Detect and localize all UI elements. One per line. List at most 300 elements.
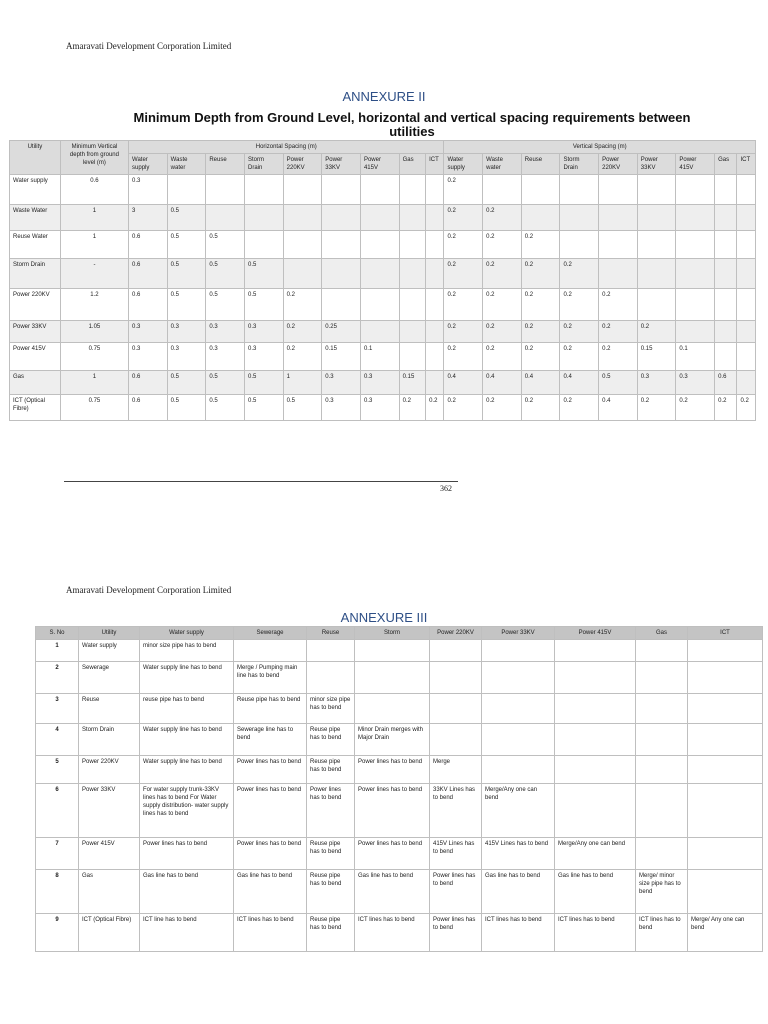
h-spacing-cell	[399, 343, 425, 371]
crossing-cell: Merge	[430, 756, 482, 784]
h-spacing-cell: 0.5	[244, 395, 283, 421]
v-spacing-cell: 0.2	[599, 343, 638, 371]
v-spacing-cell: 0.4	[483, 371, 522, 395]
row-depth: 0.6	[60, 175, 128, 205]
crossing-cell: Water supply line has to bend	[140, 662, 234, 694]
v-spacing-cell: 0.2	[483, 289, 522, 321]
v-spacing-cell: 0.2	[521, 231, 560, 259]
v-spacing-cell: 0.2	[737, 395, 756, 421]
crossing-cell	[307, 662, 355, 694]
h-spacing-cell: 0.5	[167, 395, 206, 421]
col-horizontal-spacing: Horizontal Spacing (m)	[129, 141, 444, 154]
h-spacing-cell: 0.6	[129, 395, 168, 421]
crossing-cell: Storm Drain	[79, 724, 140, 756]
v-spacing-cell: 0.6	[715, 371, 737, 395]
v-spacing-cell	[737, 205, 756, 231]
v-spacing-cell: 0.2	[444, 205, 483, 231]
h-spacing-cell	[244, 205, 283, 231]
crossing-cell: Merge/Any one can bend	[555, 838, 636, 870]
crossing-cell: reuse pipe has to bend	[140, 694, 234, 724]
v-spacing-cell: 0.2	[521, 321, 560, 343]
v-spacing-cell	[676, 175, 715, 205]
v-spacing-cell	[637, 205, 676, 231]
h-spacing-cell	[322, 259, 361, 289]
crossing-col-2: Water supply	[140, 627, 234, 640]
crossing-cell: Merge/Any one can bend	[482, 784, 555, 838]
crossing-cell	[430, 694, 482, 724]
crossing-cell	[307, 640, 355, 662]
v-spacing-cell: 0.3	[676, 371, 715, 395]
row-depth: 1	[60, 231, 128, 259]
h-spacing-cell: 0.2	[283, 289, 322, 321]
v-spacing-cell	[637, 231, 676, 259]
v-spacing-cell: 0.2	[521, 343, 560, 371]
h-spacing-cell	[206, 205, 245, 231]
v-spacing-cell	[715, 343, 737, 371]
v-spacing-cell: 0.2	[521, 395, 560, 421]
v-spacing-cell	[676, 289, 715, 321]
v-spacing-cell	[737, 343, 756, 371]
h-spacing-cell	[426, 321, 444, 343]
crossing-cell: Merge/ minor size pipe has to bend	[636, 870, 688, 914]
h-spacing-cell: 0.3	[167, 321, 206, 343]
h-spacing-cell: 0.3	[360, 371, 399, 395]
spacing-row	[10, 321, 756, 343]
v-spacing-cell: 0.2	[560, 395, 599, 421]
row-sno: 9	[36, 914, 79, 952]
h-spacing-cell: 0.3	[206, 321, 245, 343]
crossing-cell: Gas line has to bend	[482, 870, 555, 914]
v-spacing-cell	[560, 231, 599, 259]
v-spacing-cell	[737, 371, 756, 395]
subcol-h-8: ICT	[426, 154, 444, 175]
row-sno: 5	[36, 756, 79, 784]
crossing-cell	[482, 662, 555, 694]
v-spacing-cell	[483, 175, 522, 205]
h-spacing-cell: 0.5	[206, 371, 245, 395]
crossing-col-10: ICT	[688, 627, 763, 640]
crossing-cell	[482, 724, 555, 756]
crossing-cell: Power lines has to bend	[355, 756, 430, 784]
spacing-row	[10, 231, 756, 259]
h-spacing-cell: 0.3	[244, 321, 283, 343]
crossing-cell: Power 415V	[79, 838, 140, 870]
v-spacing-cell: 0.2	[560, 259, 599, 289]
v-spacing-cell: 0.4	[599, 395, 638, 421]
v-spacing-cell	[737, 289, 756, 321]
spacing-row	[10, 259, 756, 289]
subcol-v-8: ICT	[737, 154, 756, 175]
h-spacing-cell	[360, 289, 399, 321]
crossing-col-5: Storm	[355, 627, 430, 640]
crossing-cell: ICT (Optical Fibre)	[79, 914, 140, 952]
v-spacing-cell	[637, 289, 676, 321]
h-spacing-cell	[360, 175, 399, 205]
h-spacing-cell	[426, 231, 444, 259]
crossing-cell	[555, 662, 636, 694]
row-depth: 1	[60, 205, 128, 231]
crossing-cell	[636, 724, 688, 756]
h-spacing-cell: 0.3	[322, 371, 361, 395]
crossing-cell: Power lines has to bend	[140, 838, 234, 870]
row-utility: Gas	[10, 371, 61, 395]
crossing-row	[36, 694, 763, 724]
crossing-cell: Gas line has to bend	[234, 870, 307, 914]
v-spacing-cell	[715, 205, 737, 231]
subcol-v-0: Water supply	[444, 154, 483, 175]
crossing-table	[35, 626, 763, 952]
h-spacing-cell: 0.6	[129, 231, 168, 259]
crossing-cell: ICT lines has to bend	[636, 914, 688, 952]
h-spacing-cell: 0.25	[322, 321, 361, 343]
v-spacing-cell	[599, 175, 638, 205]
h-spacing-cell	[399, 289, 425, 321]
row-sno: 4	[36, 724, 79, 756]
h-spacing-cell	[399, 205, 425, 231]
v-spacing-cell: 0.2	[444, 321, 483, 343]
col-utility: Utility	[10, 141, 61, 175]
col-min-depth: Minimum Vertical depth from ground level (m)	[60, 141, 128, 175]
v-spacing-cell: 0.2	[483, 395, 522, 421]
h-spacing-cell: 0.6	[129, 371, 168, 395]
crossing-cell: Merge / Pumping main line has to bend	[234, 662, 307, 694]
h-spacing-cell	[426, 175, 444, 205]
crossing-cell: Power lines has to bend	[234, 784, 307, 838]
v-spacing-cell: 0.2	[444, 343, 483, 371]
page1-annexure-title: ANNEXURE II	[342, 89, 426, 104]
crossing-cell: Minor Drain merges with Major Drain	[355, 724, 430, 756]
v-spacing-cell	[521, 205, 560, 231]
spacing-table	[9, 140, 756, 421]
spacing-row	[10, 289, 756, 321]
crossing-cell: ICT lines has to bend	[555, 914, 636, 952]
crossing-cell: Reuse pipe has to bend	[307, 838, 355, 870]
v-spacing-cell: 0.2	[483, 259, 522, 289]
v-spacing-cell	[637, 259, 676, 289]
crossing-cell	[482, 640, 555, 662]
h-spacing-cell: 0.5	[167, 289, 206, 321]
crossing-row	[36, 724, 763, 756]
row-depth: 0.75	[60, 395, 128, 421]
v-spacing-cell: 0.4	[560, 371, 599, 395]
h-spacing-cell	[322, 231, 361, 259]
crossing-cell	[482, 694, 555, 724]
v-spacing-cell	[737, 231, 756, 259]
v-spacing-cell	[676, 321, 715, 343]
crossing-cell	[688, 724, 763, 756]
crossing-cell: 415V Lines has to bend	[430, 838, 482, 870]
crossing-cell: Gas	[79, 870, 140, 914]
v-spacing-cell: 0.4	[521, 371, 560, 395]
h-spacing-cell	[360, 259, 399, 289]
row-sno: 6	[36, 784, 79, 838]
crossing-cell: ICT lines has to bend	[482, 914, 555, 952]
h-spacing-cell: 0.5	[167, 371, 206, 395]
crossing-cell	[355, 694, 430, 724]
h-spacing-cell: 3	[129, 205, 168, 231]
crossing-cell: Power 33KV	[79, 784, 140, 838]
crossing-cell	[430, 662, 482, 694]
row-utility: Power 415V	[10, 343, 61, 371]
h-spacing-cell	[426, 205, 444, 231]
page2-header: Amaravati Development Corporation Limited	[66, 585, 232, 595]
crossing-cell	[688, 694, 763, 724]
h-spacing-cell	[322, 175, 361, 205]
subcol-h-3: Storm Drain	[244, 154, 283, 175]
v-spacing-cell: 0.2	[444, 231, 483, 259]
h-spacing-cell	[360, 205, 399, 231]
subcol-v-3: Storm Drain	[560, 154, 599, 175]
crossing-cell	[688, 838, 763, 870]
crossing-cell: Power lines has to bend	[355, 784, 430, 838]
h-spacing-cell: 0.3	[167, 343, 206, 371]
crossing-cell: ICT lines has to bend	[234, 914, 307, 952]
row-utility: Water supply	[10, 175, 61, 205]
crossing-cell: 415V Lines has to bend	[482, 838, 555, 870]
h-spacing-cell: 0.3	[244, 343, 283, 371]
crossing-cell	[636, 640, 688, 662]
v-spacing-cell: 0.2	[599, 321, 638, 343]
h-spacing-cell: 1	[283, 371, 322, 395]
v-spacing-cell: 0.15	[637, 343, 676, 371]
crossing-cell: Water supply line has to bend	[140, 756, 234, 784]
crossing-cell	[688, 640, 763, 662]
h-spacing-cell	[283, 205, 322, 231]
row-sno: 2	[36, 662, 79, 694]
v-spacing-cell: 0.2	[560, 289, 599, 321]
v-spacing-cell: 0.2	[444, 175, 483, 205]
v-spacing-cell	[737, 175, 756, 205]
page1-table-title: Minimum Depth from Ground Level, horizontal and vertical spacing requirements between utilities	[133, 110, 691, 139]
h-spacing-cell	[399, 175, 425, 205]
crossing-cell: Power lines has to bend	[234, 756, 307, 784]
crossing-cell: ICT lines has to bend	[355, 914, 430, 952]
crossing-cell: Water supply	[79, 640, 140, 662]
h-spacing-cell: 0.5	[283, 395, 322, 421]
h-spacing-cell	[399, 259, 425, 289]
crossing-cell	[555, 756, 636, 784]
crossing-cell: minor size pipe has to bend	[307, 694, 355, 724]
h-spacing-cell	[244, 175, 283, 205]
crossing-cell	[482, 756, 555, 784]
crossing-cell: For water supply trunk-33KV lines has to bend For Water supply distribution- water supply lines has to bend	[140, 784, 234, 838]
subcol-h-7: Gas	[399, 154, 425, 175]
row-depth: 1.05	[60, 321, 128, 343]
h-spacing-cell	[322, 205, 361, 231]
v-spacing-cell: 0.5	[599, 371, 638, 395]
v-spacing-cell	[560, 205, 599, 231]
v-spacing-cell: 0.2	[444, 289, 483, 321]
v-spacing-cell: 0.2	[444, 259, 483, 289]
crossing-col-0: S. No	[36, 627, 79, 640]
v-spacing-cell: 0.2	[483, 321, 522, 343]
h-spacing-cell: 0.3	[129, 321, 168, 343]
crossing-cell	[234, 640, 307, 662]
h-spacing-cell	[283, 175, 322, 205]
v-spacing-cell	[715, 321, 737, 343]
h-spacing-cell: 0.3	[360, 395, 399, 421]
h-spacing-cell	[244, 231, 283, 259]
crossing-cell: Reuse pipe has to bend	[307, 914, 355, 952]
h-spacing-cell: 0.5	[206, 289, 245, 321]
crossing-cell: Power lines has to bend	[430, 870, 482, 914]
crossing-col-1: Utility	[79, 627, 140, 640]
row-depth: 1	[60, 371, 128, 395]
v-spacing-cell	[715, 231, 737, 259]
crossing-cell	[555, 784, 636, 838]
spacing-row	[10, 343, 756, 371]
v-spacing-cell	[715, 259, 737, 289]
h-spacing-cell: 0.5	[167, 259, 206, 289]
crossing-cell	[555, 694, 636, 724]
subcol-h-1: Waste water	[167, 154, 206, 175]
crossing-cell: Reuse pipe has to bend	[307, 756, 355, 784]
spacing-row	[10, 371, 756, 395]
spacing-row	[10, 395, 756, 421]
crossing-row	[36, 784, 763, 838]
crossing-cell: ICT line has to bend	[140, 914, 234, 952]
v-spacing-cell: 0.2	[715, 395, 737, 421]
crossing-col-4: Reuse	[307, 627, 355, 640]
crossing-cell: Gas line has to bend	[555, 870, 636, 914]
h-spacing-cell: 0.3	[129, 175, 168, 205]
crossing-cell: Gas line has to bend	[140, 870, 234, 914]
v-spacing-cell	[737, 259, 756, 289]
h-spacing-cell	[360, 231, 399, 259]
crossing-row	[36, 870, 763, 914]
crossing-cell	[555, 724, 636, 756]
page2-annexure-title: ANNEXURE III	[340, 610, 428, 625]
crossing-cell	[355, 640, 430, 662]
crossing-cell: Water supply line has to bend	[140, 724, 234, 756]
crossing-row	[36, 914, 763, 952]
row-depth: -	[60, 259, 128, 289]
crossing-cell	[430, 640, 482, 662]
v-spacing-cell: 0.2	[521, 289, 560, 321]
crossing-cell	[555, 640, 636, 662]
subcol-h-2: Reuse	[206, 154, 245, 175]
v-spacing-cell: 0.2	[676, 395, 715, 421]
crossing-row	[36, 756, 763, 784]
crossing-col-3: Sewerage	[234, 627, 307, 640]
h-spacing-cell: 0.5	[244, 289, 283, 321]
v-spacing-cell	[637, 175, 676, 205]
crossing-cell: Reuse pipe has to bend	[307, 870, 355, 914]
v-spacing-cell	[599, 231, 638, 259]
h-spacing-cell	[426, 289, 444, 321]
h-spacing-cell: 0.3	[322, 395, 361, 421]
h-spacing-cell	[426, 343, 444, 371]
col-vertical-spacing: Vertical Spacing (m)	[444, 141, 756, 154]
v-spacing-cell	[599, 259, 638, 289]
crossing-col-7: Power 33KV	[482, 627, 555, 640]
subcol-v-6: Power 415V	[676, 154, 715, 175]
v-spacing-cell: 0.3	[637, 371, 676, 395]
v-spacing-cell: 0.2	[521, 259, 560, 289]
h-spacing-cell: 0.3	[206, 343, 245, 371]
v-spacing-cell: 0.2	[637, 395, 676, 421]
v-spacing-cell	[560, 175, 599, 205]
h-spacing-cell: 0.5	[167, 205, 206, 231]
subcol-h-5: Power 33KV	[322, 154, 361, 175]
crossing-cell	[430, 724, 482, 756]
v-spacing-cell: 0.2	[560, 343, 599, 371]
h-spacing-cell: 0.1	[360, 343, 399, 371]
spacing-row	[10, 175, 756, 205]
crossing-row	[36, 662, 763, 694]
subcol-v-7: Gas	[715, 154, 737, 175]
crossing-cell	[636, 784, 688, 838]
h-spacing-cell: 0.3	[129, 343, 168, 371]
h-spacing-cell: 0.5	[206, 231, 245, 259]
crossing-cell: Sewerage	[79, 662, 140, 694]
crossing-cell: Power lines has to bend	[355, 838, 430, 870]
row-sno: 3	[36, 694, 79, 724]
v-spacing-cell: 0.2	[444, 395, 483, 421]
h-spacing-cell	[426, 371, 444, 395]
row-sno: 7	[36, 838, 79, 870]
h-spacing-cell	[360, 321, 399, 343]
h-spacing-cell: 0.6	[129, 259, 168, 289]
row-utility: ICT (Optical Fibre)	[10, 395, 61, 421]
h-spacing-cell: 0.5	[167, 231, 206, 259]
spacing-row	[10, 205, 756, 231]
h-spacing-cell: 0.2	[283, 321, 322, 343]
subcol-h-4: Power 220KV	[283, 154, 322, 175]
v-spacing-cell	[676, 205, 715, 231]
crossing-cell: Power 220KV	[79, 756, 140, 784]
crossing-cell	[688, 662, 763, 694]
v-spacing-cell	[676, 231, 715, 259]
v-spacing-cell	[737, 321, 756, 343]
h-spacing-cell	[283, 231, 322, 259]
h-spacing-cell: 0.2	[283, 343, 322, 371]
crossing-col-8: Power 415V	[555, 627, 636, 640]
v-spacing-cell	[676, 259, 715, 289]
h-spacing-cell	[399, 231, 425, 259]
crossing-cell: Sewerage line has to bend	[234, 724, 307, 756]
h-spacing-cell: 0.2	[426, 395, 444, 421]
h-spacing-cell	[322, 289, 361, 321]
h-spacing-cell	[426, 259, 444, 289]
h-spacing-cell: 0.5	[244, 259, 283, 289]
crossing-cell	[355, 662, 430, 694]
v-spacing-cell: 0.2	[483, 231, 522, 259]
h-spacing-cell: 0.6	[129, 289, 168, 321]
page-footer-rule	[64, 481, 458, 482]
row-utility: Storm Drain	[10, 259, 61, 289]
v-spacing-cell: 0.2	[637, 321, 676, 343]
crossing-cell: Reuse pipe has to bend	[234, 694, 307, 724]
crossing-cell: minor size pipe has to bend	[140, 640, 234, 662]
row-utility: Power 33KV	[10, 321, 61, 343]
row-depth: 1.2	[60, 289, 128, 321]
subcol-v-1: Waste water	[483, 154, 522, 175]
v-spacing-cell	[715, 289, 737, 321]
row-utility: Reuse Water	[10, 231, 61, 259]
h-spacing-cell: 0.5	[244, 371, 283, 395]
v-spacing-cell	[715, 175, 737, 205]
h-spacing-cell: 0.15	[399, 371, 425, 395]
h-spacing-cell	[167, 175, 206, 205]
v-spacing-cell: 0.2	[483, 343, 522, 371]
crossing-cell: Power lines has to bend	[430, 914, 482, 952]
h-spacing-cell	[206, 175, 245, 205]
crossing-cell	[636, 662, 688, 694]
subcol-v-4: Power 220KV	[599, 154, 638, 175]
crossing-cell	[636, 756, 688, 784]
row-depth: 0.75	[60, 343, 128, 371]
